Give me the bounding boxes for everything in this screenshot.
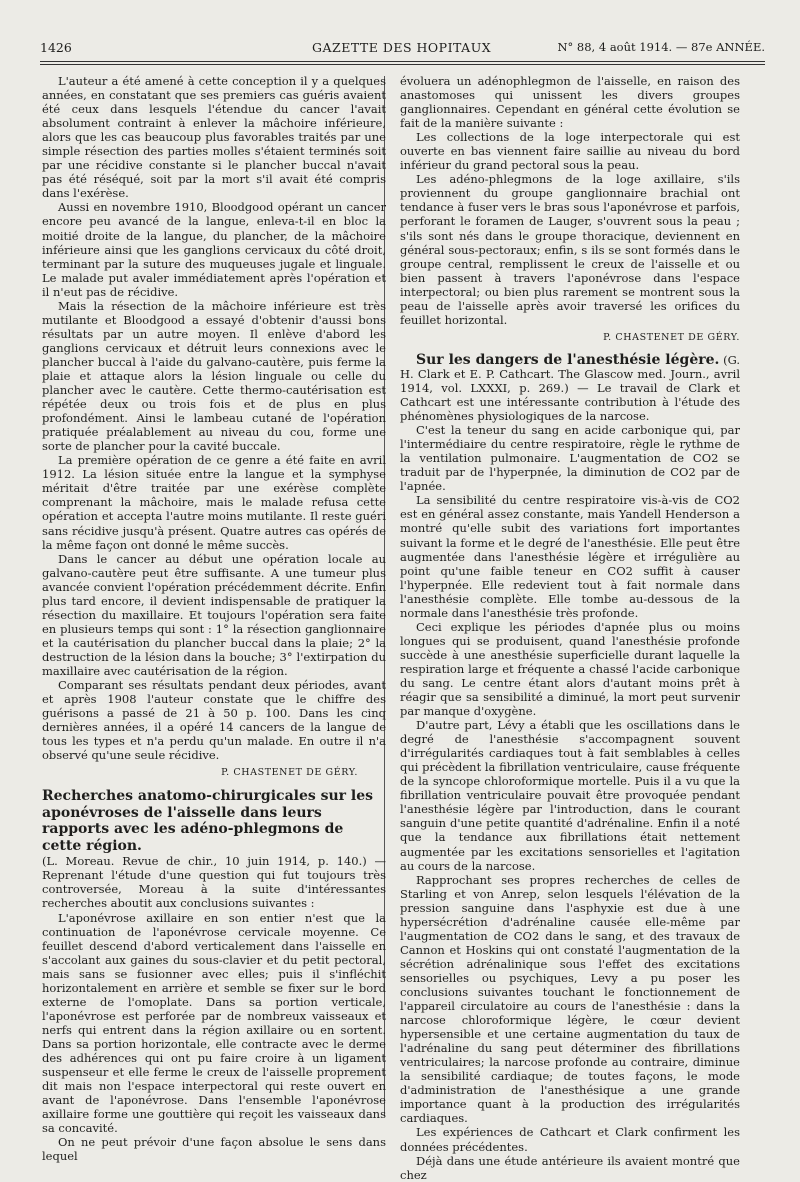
paragraph: Dans le cancer au début une opération locale au galvano-cautère peut être suffisante. A une tumeur plus avancée convient l'opération précédemment décrite. Enfin plus tard encore, il devient indispensable de pratiquer la résection du maxillaire. Et toujours l'opération sera faite en plusieurs temps qui sont : 1° la résection ganglionnaire et la cautérisation du plancher buccal dans la plaie; 2° la destruction de la lésion dans la bouche; 3° l'extirpation du maxillaire avec cautérisation de la région. [42, 551, 386, 678]
issue-info: N° 88, 4 août 1914. — 87e ANNÉE. [557, 40, 765, 54]
paragraph: Les collections de la loge interpectorale qui est ouverte en bas viennent faire saillie au niveau du bord inférieur du grand pectoral sous la peau. [400, 130, 740, 173]
article-reference: (L. Moreau. Revue de chir., 10 juin 1914, p. 140.) — Reprenant l'étude d'une question qui fut toujours très controversée, Moreau à la suite d'intéressantes recherches aboutit aux conclusions suivantes : [42, 854, 386, 911]
right-column [400, 74, 740, 1182]
page-header [40, 38, 765, 60]
paragraph: Ceci explique les périodes d'apnée plus ou moins longues qui se produisent, quand l'anesthésie profonde succède à une anesthésie superficielle durant laquelle la respiration large et fréquente a chassé l'acide carbonique du sang. Le centre étant alors d'autant moins prêt à réagir que sa sensibilité a diminué, la mort peut survenir par manque d'oxygène. [400, 619, 740, 719]
paragraph: On ne peut prévoir d'une façon absolue le sens dans lequel [42, 1135, 386, 1164]
article-reference: (G. H. Clark et E. P. Cathcart. The Glascow med. Journ., avril 1914, vol. LXXXI, p. 269.) — Le travail de Clark et Cathcart est une intéressante contribution à l'étude des phénomènes physiologiques de la narcose. [400, 352, 741, 424]
paragraph: L'auteur a été amené à cette conception il y a quelques années, en constatant que ses premiers cas guéris avaient été ceux dans lesquels l'étendue du cancer l'avait absolument contraint à enlever la mâchoire inférieure, alors que les cas beaucoup plus favorables traités par une simple résection des parties molles s'étaient terminés soit par une récidive constante si le plancher buccal n'avait pas été réséqué, soit par la mort s'il avait été compris dans l'exérèse. [42, 74, 386, 201]
paragraph: Rapprochant ses propres recherches de celles de Starling et von Anrep, selon lesquels l'élévation de la pression sanguine dans l'asphyxie est due à une hypersécrétion d'adrénaline causée elle-même par l'augmentation de CO2 dans le sang, et des travaux de Cannon et Hoskins qui ont constaté l'augmentation de la sécrétion adrénalinique sous l'effet des excitations sensorielles ou psychiques, Levy a pu poser les conclusions suivantes touchant le fonctionnement de l'appareil circulatoire au cours de l'anesthésie : dans la narcose chloroformique légère, le cœur devient hypersensible et une certaine augmentation du taux de l'adrénaline du sang peut déterminer des fibrillations ventriculaires; la narcose profonde au contraire, diminue la sensibilité cardiaque; de toutes façons, le mode d'administration de l'anesthésique a une grande importance quant à la production des irrégularités cardiaques. [400, 872, 740, 1126]
article-title: Sur les dangers de l'anesthésie légère. [416, 351, 720, 368]
paragraph: D'autre part, Lévy a établi que les oscillations dans le degré de l'anesthésie s'accompagnent souvent d'irrégularités cardiaques tout à fait semblables à celles qui précèdent la fibrillation ventriculaire, cause fréquente de la syncope chloroformique mortelle. Puis il a vu que la fibrillation ventriculaire pouvait être provoquée pendant l'anesthésie légère par l'introduction, dans le courant sanguin d'une petite quantité d'adrénaline. Enfin il a noté que la tendance aux fibrillations était nettement augmentée par les excitations sensorielles et l'agitation au cours de la narcose. [400, 718, 740, 873]
author-signature: P. CHASTENET DE GÉRY. [221, 767, 358, 779]
paragraph: évoluera un adénophlegmon de l'aisselle, en raison des anastomoses qui unissent les divers groupes ganglionnaires. Cependant en général cette évolution se fait de la manière suivante : [400, 74, 740, 131]
paragraph: Aussi en novembre 1910, Bloodgood opérant un cancer encore peu avancé de la langue, enleva-t-il en bloc la moitié droite de la langue, du plancher, de la mâchoire inférieure ainsi que les ganglions cervicaux du côté droit, terminant par la suture des muqueuses jugale et linguale. Le malade put avaler immédiatement après l'opération et il n'eut pas de récidive. [42, 200, 386, 299]
author-signature: P. CHASTENET DE GÉRY. [603, 331, 740, 343]
paragraph: La sensibilité du centre respiratoire vis-à-vis de CO2 est en général assez constante, mais Yandell Henderson a montré qu'elle subit des variations fort importantes suivant la forme et le degré de l'anesthésie. Elle peut être augmentée dans l'anesthésie légère et irrégulière au point qu'une faible teneur en CO2 suffit à causer l'hyperpnée. Elle redevient tout à fait normale dans l'anesthésie complète. Elle tombe au-dessous de la normale dans l'anesthésie très profonde. [400, 493, 740, 620]
paragraph: Comparant ses résultats pendant deux périodes, avant et après 1908 l'auteur constate que le chiffre des guérisons a passé de 21 à 50 p. 100. Dans les cinq dernières années, il a opéré 14 cancers de la langue de tous les types et n'a perdu qu'un malade. En outre il n'a observé qu'une seule récidive. [42, 678, 386, 763]
paragraph: Déjà dans une étude antérieure ils avaient montré que chez [400, 1153, 740, 1182]
paragraph: La première opération de ce genre a été faite en avril 1912. La lésion située entre la langue et la symphyse méritait d'être traitée par une exérèse complète comprenant la mâchoire, mais le malade refusa cette opération et accepta l'autre moins mutilante. Il reste guéri sans récidive jusqu'à présent. Quatre autres cas opérés de la même façon ont donné le même succès. [42, 453, 386, 552]
header-rule-double [40, 64, 765, 65]
page-number: 1426 [40, 40, 72, 55]
header-rule [40, 61, 765, 62]
paragraph: Les expériences de Cathcart et Clark confirment les données précédentes. [400, 1125, 740, 1154]
article-heading [400, 353, 740, 423]
paragraph: Mais la résection de la mâchoire inférieure est très mutilante et Bloodgood a essayé d'obtenir d'aussi bons résultats par un autre moyen. Il enlève d'abord les ganglions cervicaux et détruit leurs connexions avec le plancher buccal à l'aide du galvano-cautère, puis ferme la plaie et attaque alors la lésion linguale ou celle du plancher avec le cautère. Cette thermo-cautérisation est répétée deux ou trois fois et de plus en plus profondément. Ainsi le lambeau cutané de l'opération pratiquée préalablement au niveau du cou, forme une sorte de plancher pour la cavité buccale. [42, 298, 386, 454]
left-column [42, 74, 386, 1163]
paragraph: L'aponévrose axillaire en son entier n'est que la continuation de l'aponévrose cervicale moyenne. Ce feuillet descend d'abord verticalement dans l'aisselle en s'accolant aux gaines du sous-clavier et du petit pectoral, mais sans se fusionner avec elles; puis il s'infléchit horizontalement en arrière et semble se fixer sur le bord externe de l'omoplate. Dans sa portion verticale, l'aponévrose est perforée par de nombreux vaisseaux et nerfs qui entrent dans la région axillaire ou en sortent. Dans sa portion horizontale, elle contracte avec le derme des adhérences qui ont pu faire croire à un ligament suspenseur et elle ferme le creux de l'aisselle proprement dit mais non l'espace interpectoral qui reste ouvert en avant de l'aponévrose. Dans l'ensemble l'aponévrose axillaire forme une gouttière qui reçoit les vaisseaux dans sa concavité. [42, 910, 386, 1136]
journal-title: GAZETTE DES HOPITAUX [312, 40, 492, 55]
article-title: Recherches anatomo-chirurgicales sur les aponévroses de l'aisselle dans leurs rapports avec les adéno-phlegmons de cette région. [42, 788, 374, 854]
paragraph: C'est la teneur du sang en acide carbonique qui, par l'intermédiaire du centre respiratoire, règle le rythme de la ventilation pulmonaire. L'augmentation de CO2 se traduit par de l'hyperpnée, la diminution de CO2 par de l'apnée. [400, 423, 740, 494]
paragraph: Les adéno-phlegmons de la loge axillaire, s'ils proviennent du groupe ganglionnaire brachial ont tendance à fuser vers le bras sous l'aponévrose et parfois, perforant le foramen de Lauger, s'ouvrent sous la peau ; s'ils sont nés dans le groupe thoracique, deviennent en général sous-pectoraux; enfin, s ils se sont formés dans le groupe central, remplissent le creux de l'aisselle et ou bien passent à travers l'aponévrose dans l'espace interpectoral; ou bien plus rarement se montrent sous la peau de l'aisselle après avoir traversé les orifices du feuillet horizontal. [400, 172, 740, 327]
